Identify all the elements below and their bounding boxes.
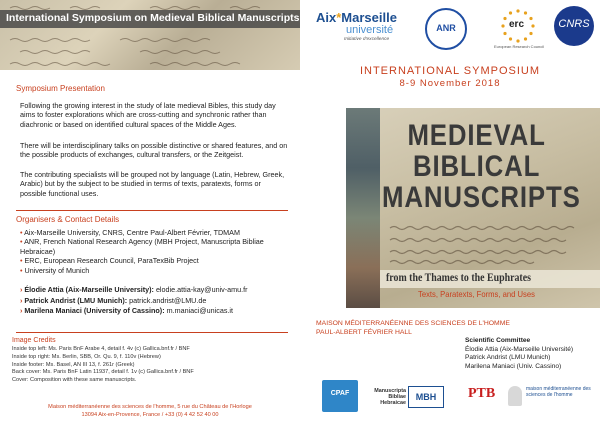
contact-item [20, 285, 290, 296]
cover-image [346, 108, 600, 308]
anr-logo-text: ANR [436, 23, 456, 33]
address-line: 13094 Aix-en-Provence, France / +33 (0) 4 42 52 40 00 [81, 412, 219, 418]
cnrs-logo [554, 6, 594, 46]
contact-item [20, 296, 290, 307]
committee-member: Marilena Maniaci (Univ. Cassino) [465, 362, 562, 370]
credits-list [12, 346, 292, 385]
mbh-logo-box [408, 386, 444, 408]
contact-name: Patrick Andrist (LMU Munich): [24, 295, 128, 305]
contact-list [20, 285, 290, 317]
partner-logos [300, 0, 600, 56]
credit-item: Cover: Composition with these same manuscripts. [12, 377, 137, 384]
ptb-logo: PTB [468, 386, 496, 401]
presentation-paragraph: There will be interdisciplinary talks on possible distinctive or shared features, and on the possible products of exchanges, cultural transfers, or the Zeitgeist. [20, 141, 288, 160]
organiser-item: • Aix-Marseille University, CNRS, Centre Paul-Albert Février, TDMAM [20, 228, 290, 237]
committee-member: Élodie Attia (Aix-Marseille Université) [465, 345, 574, 353]
section-divider [16, 210, 288, 211]
sponsor-logos [300, 376, 600, 424]
amu-logo-subtitle: université [346, 24, 394, 36]
right-panel [300, 0, 600, 424]
cnrs-logo-text: CNRS [558, 18, 590, 30]
organiser-item: • ANR, French National Research Agency (MBH Project, Manuscripta Bibliae Hebraicae) [20, 237, 290, 256]
erc-logo [500, 8, 536, 44]
credit-item: Inside top right: Ms. Berlin, SBB, Or. Qu. 9, f. 110v (Hebrew) [12, 353, 161, 360]
mbh-logo-text: MBH [415, 392, 437, 402]
banner-title: International Symposium on Medieval Biblical Manuscripts [6, 12, 300, 24]
presentation-paragraph: Following the growing interest in the study of late medieval Bibles, this study day aims to foster explorations which are cross-cutting and synchronic rather than diachronic or based on identified cultural spaces of the Middle Ages. [20, 101, 276, 129]
anr-logo [425, 8, 467, 50]
mbh-logo [366, 382, 446, 414]
presentation-paragraph: The contributing specialists will be grouped not by language (Latin, Hebrew, Greek, Arabic) but by the subject to be studied in terms of texts, paratexts, forms or possible functional uses. [20, 170, 285, 198]
mmsh-logo-text: maison méditerranéenne des sciences de l'homme [526, 386, 591, 398]
star-icon: * [336, 10, 342, 25]
amu-logo-text: Aix [316, 10, 337, 25]
scientific-committee [465, 337, 595, 371]
cover-title-line: MANUSCRIPTS [382, 181, 581, 214]
venue-line: PAUL-ALBERT FÉVRIER HALL [316, 329, 412, 336]
mmsh-logo [508, 384, 598, 416]
cover-title-line: BIBLICAL [412, 150, 541, 183]
contact-name: Élodie Attia (Aix-Marseille University): [24, 285, 154, 294]
cover-tagline: Texts, Paratexts, Forms, and Uses [418, 289, 535, 299]
venue-line: MAISON MÉDITERRANÉENNE DES SCIENCES DE L'HOMME [316, 320, 510, 327]
organisers-heading: Organisers & Contact Details [16, 215, 120, 224]
contact-email[interactable]: patrick.andrist@LMU.de [129, 295, 207, 305]
address-line: Maison méditerranéenne des sciences de l'homme, 5 rue du Château de l'Horloge [48, 404, 252, 410]
cover-title [382, 119, 581, 214]
contact-email[interactable]: elodie.attia-kay@univ-amu.fr [155, 285, 248, 294]
credit-item: Inside footer: Ms. Basel, AN III 13, f. 261r (Greek) [12, 361, 135, 368]
credit-item: Back cover: Ms. Paris BnF Latin 11937, detail f. 1v (c) Gallica.bnf.fr / BNF [12, 369, 194, 376]
presentation-heading: Symposium Presentation [16, 84, 105, 93]
credits-heading: Image Credits [12, 337, 56, 344]
symposium-date: 8-9 November 2018 [399, 78, 501, 89]
organiser-item: • ERC, European Research Council, ParaTexBib Project [20, 256, 290, 265]
credit-item: Inside top left: Ms. Paris BnF Arabe 4, detail f. 4v (c) Gallica.bnf.fr / BNF [12, 346, 190, 352]
cpaf-logo-text: CPAF [330, 390, 350, 397]
amu-logo-tagline: Initiative d'excellence [344, 37, 390, 42]
erc-logo-caption: European Research Council [493, 44, 545, 49]
erc-logo-text: erc [509, 19, 525, 30]
cpaf-logo [322, 380, 358, 412]
manuscript-banner-image [0, 0, 300, 70]
mbh-logo-caption: Manuscripta Bibliae Hebraicae [374, 388, 406, 406]
section-divider [16, 332, 288, 333]
amu-logo [316, 10, 397, 25]
cover-illumination [346, 108, 380, 308]
contact-email[interactable]: m.maniaci@unicas.it [166, 306, 234, 316]
organiser-item: • University of Munich [20, 266, 290, 275]
amu-logo-text: Marseille [341, 10, 397, 25]
mmsh-arch-icon [508, 386, 522, 406]
cover-subtitle-band [380, 270, 600, 288]
cover-subtitle: from the Thames to the Euphrates [386, 272, 531, 284]
symposium-label: INTERNATIONAL SYMPOSIUM [359, 65, 541, 77]
committee-member: Patrick Andrist (LMU Munich) [465, 354, 551, 361]
committee-heading: Scientific Committee [465, 337, 531, 344]
contact-name: Marilena Maniaci (University of Cassino): [24, 306, 165, 316]
organisers-list [20, 228, 290, 275]
contact-item [20, 306, 290, 317]
cover-title-line: MEDIEVAL [407, 119, 546, 152]
